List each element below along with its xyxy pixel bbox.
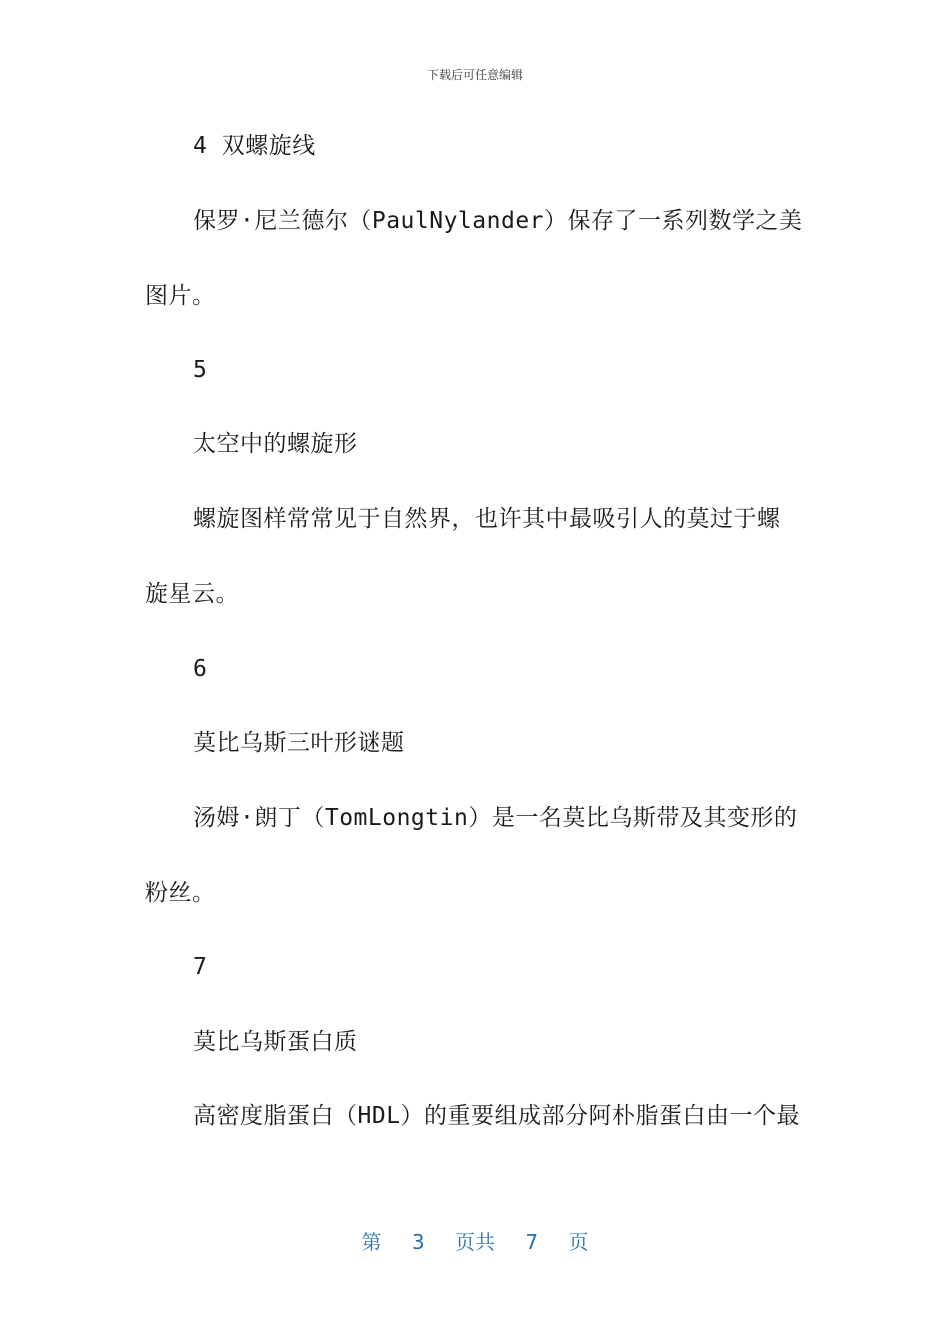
paragraph-line: 旋星云。	[145, 581, 239, 607]
list-number: 5	[193, 357, 208, 383]
paragraph-line: 保罗·尼兰德尔（PaulNylander）保存了一系列数学之美	[193, 208, 803, 234]
section-heading: 太空中的螺旋形	[193, 431, 358, 457]
list-number: 7	[193, 954, 208, 980]
section-heading: 莫比乌斯三叶形谜题	[193, 730, 405, 756]
section-heading: 莫比乌斯蛋白质	[193, 1029, 358, 1055]
footer-suffix: 页	[568, 1230, 589, 1254]
footer-prefix: 第	[361, 1230, 382, 1254]
page-header: 下载后可任意编辑	[426, 68, 523, 82]
paragraph-line: 高密度脂蛋白（HDL）的重要组成部分阿朴脂蛋白由一个最	[193, 1103, 801, 1129]
paragraph-line: 螺旋图样常常见于自然界，也许其中最吸引人的莫过于螺	[193, 506, 781, 532]
paragraph-line: 粉丝。	[145, 880, 216, 906]
paragraph-line: 汤姆·朗丁（TomLongtin）是一名莫比乌斯带及其变形的	[193, 805, 798, 831]
list-number-heading-4: 4 双螺旋线	[193, 133, 316, 159]
footer-total-pages: 7	[525, 1230, 539, 1254]
page-footer	[0, 1226, 950, 1255]
paragraph-line: 图片。	[145, 283, 216, 309]
footer-middle: 页共	[455, 1230, 495, 1254]
footer-current-page: 3	[411, 1230, 425, 1254]
list-number: 6	[193, 656, 208, 682]
